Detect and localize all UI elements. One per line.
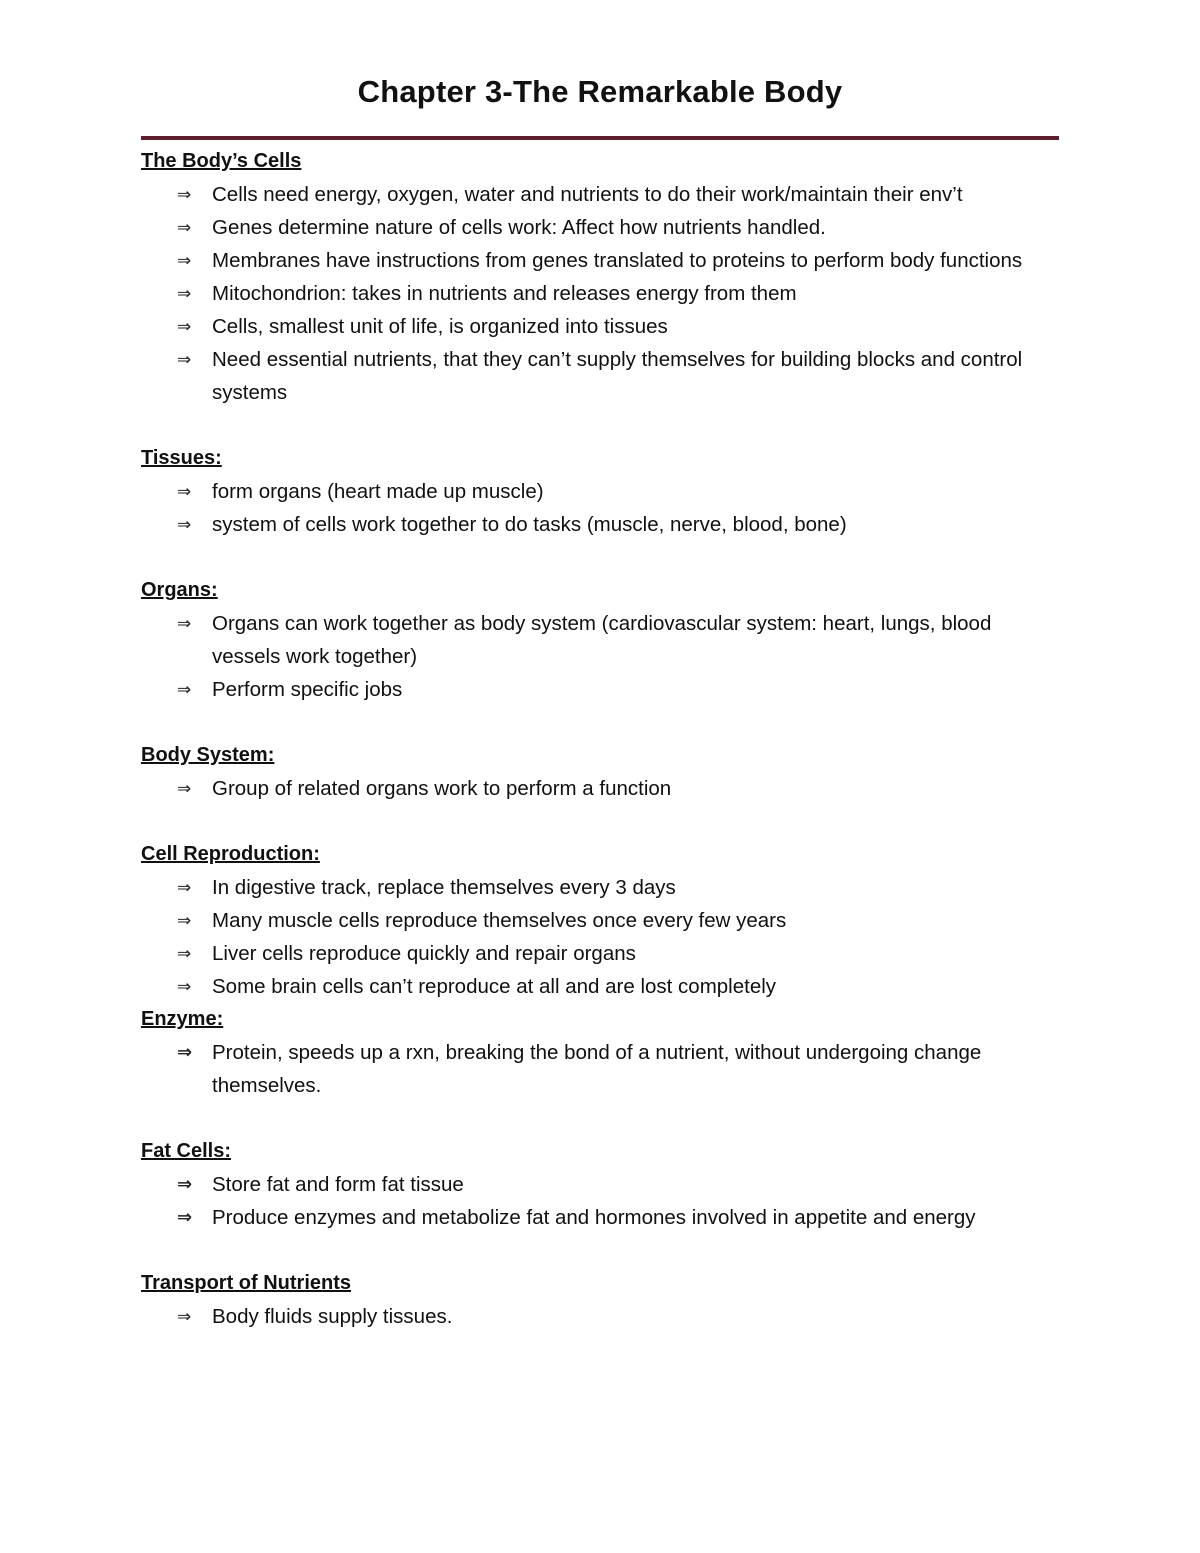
bullet-list [141,1036,1061,1102]
list-item [141,1036,1061,1102]
title-divider [141,136,1059,140]
list-item-text: Organs can work together as body system (cardiovascular system: heart, lungs, blood vessels work together) [212,612,992,668]
bullet-list [141,475,1061,541]
bullet-list [141,1168,1061,1234]
list-item [141,772,1061,805]
arrow-icon: ⇒ [177,614,192,633]
page-title: Chapter 3-The Remarkable Body [357,74,843,109]
list-item-text: Perform specific jobs [212,678,403,701]
bullet-list [141,178,1061,409]
list-item-text: Genes determine nature of cells work: Affect how nutrients handled. [212,216,826,239]
list-item-text: Cells need energy, oxygen, water and nutrients to do their work/maintain their env’t [212,183,963,206]
arrow-icon: ⇒ [177,317,192,336]
arrow-icon: ⇒ [177,977,192,996]
section-spacer [141,706,1061,739]
section-heading: Transport of Nutrients [141,1272,352,1294]
section-fat-cells [141,1135,1061,1234]
list-item [141,1201,1061,1234]
list-item [141,277,1061,310]
list-item-text: Membranes have instructions from genes translated to proteins to perform body functions [212,249,1023,272]
list-item-text: Mitochondrion: takes in nutrients and releases energy from them [212,282,797,305]
arrow-icon: ⇒ [177,350,192,369]
list-item [141,211,1061,244]
section-spacer [141,541,1061,574]
list-item [141,607,1061,673]
section-cell-reproduction [141,838,1061,1003]
list-item [141,673,1061,706]
list-item-text: Group of related organs work to perform a function [212,777,672,800]
list-item-text: Store fat and form fat tissue [212,1173,464,1196]
list-item-text: Protein, speeds up a rxn, breaking the bond of a nutrient, without undergoing change themselves. [212,1041,982,1097]
section-heading: Cell Reproduction: [141,843,320,865]
arrow-icon: ⇒ [177,878,192,897]
list-item [141,475,1061,508]
list-item-text: Need essential nutrients, that they can’t supply themselves for building blocks and control systems [212,348,1023,404]
section-heading: The Body’s Cells [141,150,302,172]
list-item [141,871,1061,904]
section-transport-of-nutrients [141,1267,1061,1333]
section-tissues [141,442,1061,541]
arrow-icon: ⇒ [177,251,192,270]
list-item-text: Body fluids supply tissues. [212,1305,453,1328]
list-item [141,937,1061,970]
section-body-system [141,739,1061,805]
list-item-text: Many muscle cells reproduce themselves once every few years [212,909,787,932]
arrow-icon: ⇒ [177,1307,192,1326]
arrow-icon: ⇒ [177,779,192,798]
list-item-text: Cells, smallest unit of life, is organized into tissues [212,315,668,338]
arrow-icon: ⇒ [177,911,192,930]
arrow-icon: ⇒ [177,680,192,699]
section-bodys-cells [141,145,1061,409]
list-item [141,970,1061,1003]
arrow-icon: ⇒ [177,218,192,237]
bullet-list [141,871,1061,1003]
arrow-icon: ⇒ [177,482,192,501]
list-item-text: Liver cells reproduce quickly and repair organs [212,942,636,965]
section-organs [141,574,1061,706]
arrow-icon: ⇒ [177,1042,193,1062]
section-heading: Tissues: [141,447,222,469]
list-item [141,178,1061,211]
list-item-text: form organs (heart made up muscle) [212,480,544,503]
section-heading: Fat Cells: [141,1140,232,1162]
document-body [141,145,1061,1333]
list-item-text: system of cells work together to do tasks (muscle, nerve, blood, bone) [212,513,847,536]
bullet-list [141,1300,1061,1333]
bullet-list [141,772,1061,805]
section-spacer [141,1102,1061,1135]
list-item [141,310,1061,343]
arrow-icon: ⇒ [177,944,192,963]
section-spacer [141,805,1061,838]
section-heading: Enzyme: [141,1008,224,1030]
section-spacer [141,409,1061,442]
arrow-icon: ⇒ [177,284,192,303]
list-item [141,343,1061,409]
arrow-icon: ⇒ [177,515,192,534]
section-spacer [141,1234,1061,1267]
list-item-text: Some brain cells can’t reproduce at all and are lost completely [212,975,777,998]
section-heading: Organs: [141,579,218,601]
list-item [141,904,1061,937]
list-item [141,244,1061,277]
section-heading: Body System: [141,744,275,766]
list-item [141,1168,1061,1201]
list-item [141,1300,1061,1333]
list-item [141,508,1061,541]
arrow-icon: ⇒ [177,185,192,204]
arrow-icon: ⇒ [177,1174,193,1194]
bullet-list [141,607,1061,706]
arrow-icon: ⇒ [177,1207,193,1227]
list-item-text: In digestive track, replace themselves every 3 days [212,876,676,899]
list-item-text: Produce enzymes and metabolize fat and hormones involved in appetite and energy [212,1206,976,1229]
section-enzyme [141,1003,1061,1102]
